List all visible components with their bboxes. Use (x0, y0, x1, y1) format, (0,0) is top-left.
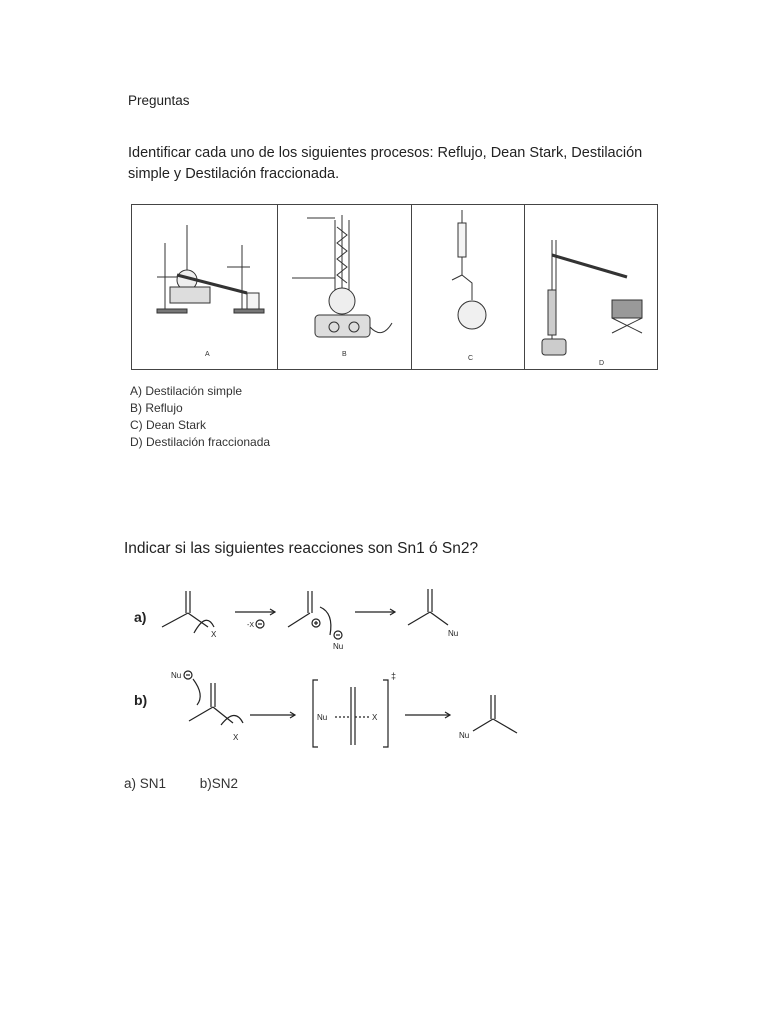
question-1-text: Identificar cada uno de los siguientes procesos: Reflujo, Dean Stark, Destilación simple y Destilación fraccionada. (128, 145, 643, 182)
apparatus-drawings (132, 205, 657, 369)
reaction-a-scheme (150, 585, 530, 660)
figure-label-b: B (342, 351, 347, 358)
figure-label-d: D (599, 360, 605, 367)
transition-mark: ‡ (391, 671, 397, 681)
figure-label-a: A (205, 351, 210, 358)
arrow-label: -X (247, 622, 254, 629)
answer-b: B) Reflujo (130, 401, 183, 415)
answer-2b: b)SN2 (199, 776, 239, 791)
product-nu-label: Nu (448, 629, 459, 638)
section-title: Preguntas (128, 93, 190, 108)
nucleophile-label: Nu (171, 671, 182, 680)
answer-c: C) Dean Stark (130, 418, 207, 432)
answer-2a: a) SN1 (124, 776, 167, 791)
figure-label-c: C (468, 355, 474, 362)
reaction-b-label: b) (134, 692, 148, 708)
leaving-group-x: X (211, 630, 217, 639)
apparatus-figure (131, 204, 658, 370)
reaction-b-scheme (165, 665, 530, 750)
question-2-text: Indicar si las siguientes reacciones son Sn1 ó Sn2? (124, 540, 479, 557)
answer-d: D) Destilación fraccionada (130, 435, 271, 449)
nucleophile-label: Nu (333, 642, 344, 651)
answers-1 (130, 383, 270, 451)
ts-x-label: X (372, 713, 378, 722)
ts-nu-label: Nu (317, 713, 328, 722)
answers-2 (124, 776, 268, 791)
answer-a: A) Destilación simple (130, 384, 243, 398)
product-nu-label: Nu (459, 731, 470, 740)
leaving-group-x: X (233, 733, 239, 742)
reaction-a-label: a) (134, 609, 147, 625)
